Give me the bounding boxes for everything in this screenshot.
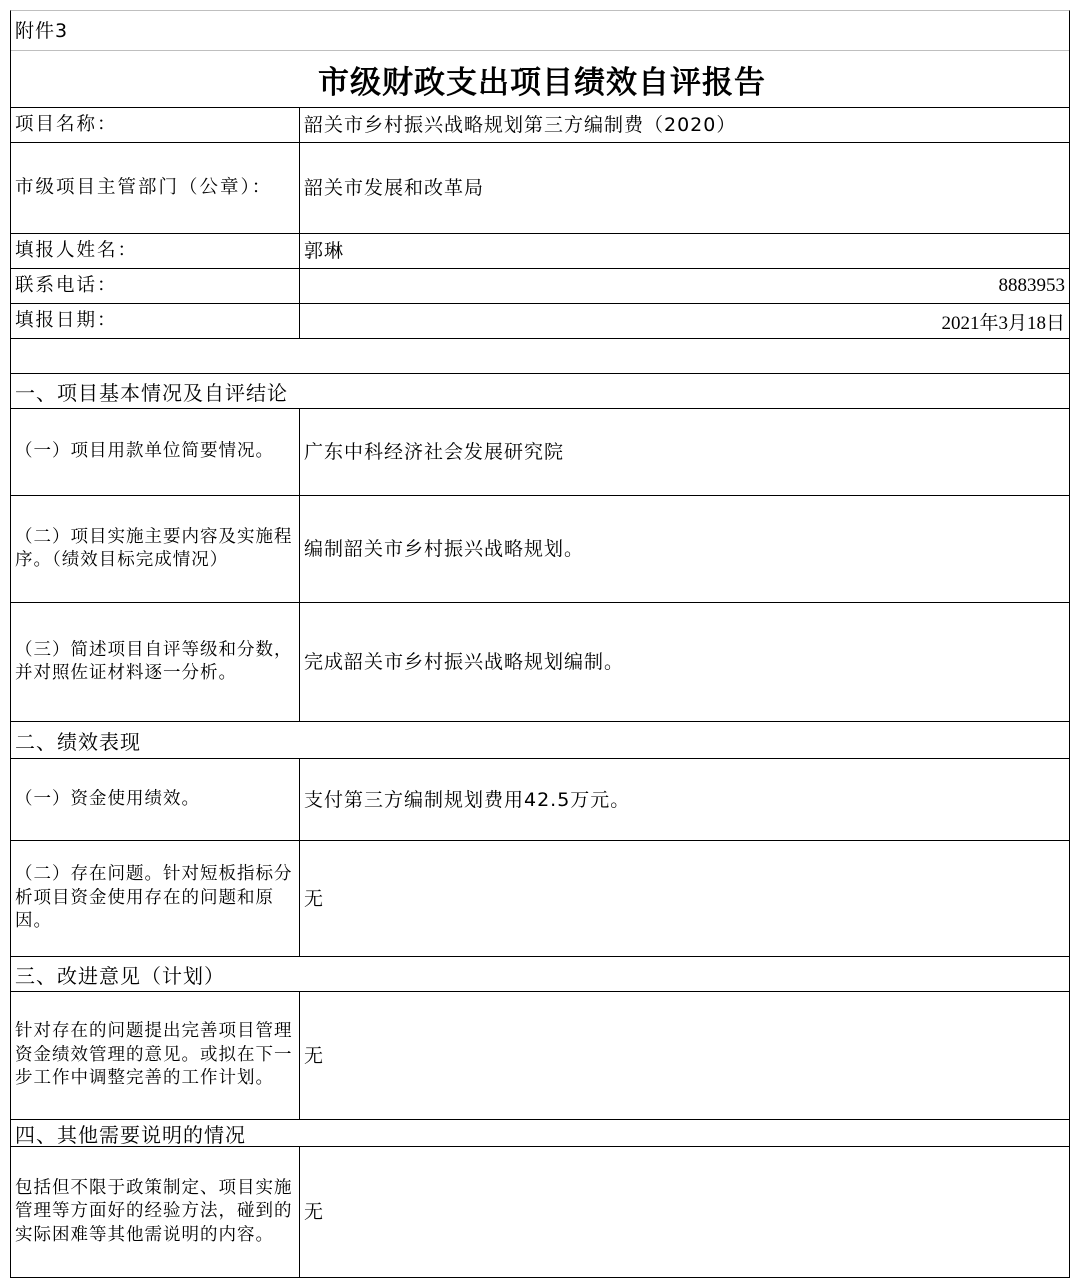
section-3-title: 三、改进意见（计划） bbox=[15, 963, 225, 988]
filler-row bbox=[11, 234, 1069, 269]
blank-row bbox=[11, 339, 1069, 374]
report-sheet bbox=[10, 10, 1070, 1278]
project-name-label: 项目名称： bbox=[15, 114, 118, 135]
report-title: 市级财政支出项目绩效自评报告 bbox=[318, 64, 766, 101]
s2-q1-value: 支付第三方编制规划费用42.5万元。 bbox=[299, 759, 1069, 840]
s4-q1-value: 无 bbox=[299, 1147, 1069, 1277]
s1-q1-label: （一）项目用款单位简要情况。 bbox=[15, 441, 274, 462]
s2-q2-label: （二）存在问题。针对短板指标分析项目资金使用存在的问题和原因。 bbox=[15, 864, 293, 932]
department-value: 韶关市发展和改革局 bbox=[299, 143, 1069, 233]
s1-q1-value: 广东中科经济社会发展研究院 bbox=[299, 409, 1069, 495]
s2-q2-value: 无 bbox=[299, 841, 1069, 956]
section-4-header bbox=[11, 1120, 1069, 1147]
section-3-item-1 bbox=[11, 992, 1069, 1120]
s1-q2-label: （二）项目实施主要内容及实施程序。（绩效目标完成情况） bbox=[15, 526, 293, 570]
s1-q3-value: 完成韶关市乡村振兴战略规划编制。 bbox=[299, 603, 1069, 721]
date-value: 2021年3月18日 bbox=[299, 304, 1069, 338]
section-1-item-1 bbox=[11, 409, 1069, 496]
s4-q1-label: 包括但不限于政策制定、项目实施管理等方面好的经验方法，碰到的实际困难等其他需说明的内容。 bbox=[15, 1177, 293, 1245]
s2-q1-label: （一）资金使用绩效。 bbox=[15, 788, 200, 809]
project-name-value: 韶关市乡村振兴战略规划第三方编制费（2020） bbox=[299, 108, 1069, 142]
section-1-title: 一、项目基本情况及自评结论 bbox=[15, 380, 288, 405]
attachment-row bbox=[11, 11, 1069, 51]
department-label: 市级项目主管部门（公章）： bbox=[15, 177, 273, 198]
s1-q3-label: （三）简述项目自评等级和分数，并对照佐证材料逐一分析。 bbox=[15, 639, 293, 683]
section-4-item-1 bbox=[11, 1147, 1069, 1277]
phone-label: 联系电话： bbox=[15, 275, 118, 296]
title-row bbox=[11, 51, 1069, 108]
section-2-header bbox=[11, 722, 1069, 759]
section-1-item-3 bbox=[11, 603, 1069, 722]
section-2-item-2 bbox=[11, 841, 1069, 957]
section-1-header bbox=[11, 374, 1069, 409]
s3-q1-label: 针对存在的问题提出完善项目管理资金绩效管理的意见。或拟在下一步工作中调整完善的工作计划。 bbox=[15, 1021, 293, 1089]
attachment-label: 附件3 bbox=[15, 19, 69, 42]
section-4-title: 四、其他需要说明的情况 bbox=[15, 1122, 246, 1147]
section-1-item-2 bbox=[11, 496, 1069, 603]
s3-q1-value: 无 bbox=[299, 992, 1069, 1119]
section-2-title: 二、绩效表现 bbox=[15, 729, 141, 754]
filler-value: 郭琳 bbox=[299, 234, 1069, 268]
department-row bbox=[11, 143, 1069, 234]
date-row bbox=[11, 304, 1069, 339]
date-label: 填报日期： bbox=[15, 310, 118, 331]
phone-value: 8883953 bbox=[299, 269, 1069, 303]
section-2-item-1 bbox=[11, 759, 1069, 841]
filler-label: 填报人姓名： bbox=[15, 240, 139, 261]
section-3-header bbox=[11, 957, 1069, 992]
phone-row bbox=[11, 269, 1069, 304]
s1-q2-value: 编制韶关市乡村振兴战略规划。 bbox=[299, 496, 1069, 602]
project-name-row bbox=[11, 108, 1069, 143]
